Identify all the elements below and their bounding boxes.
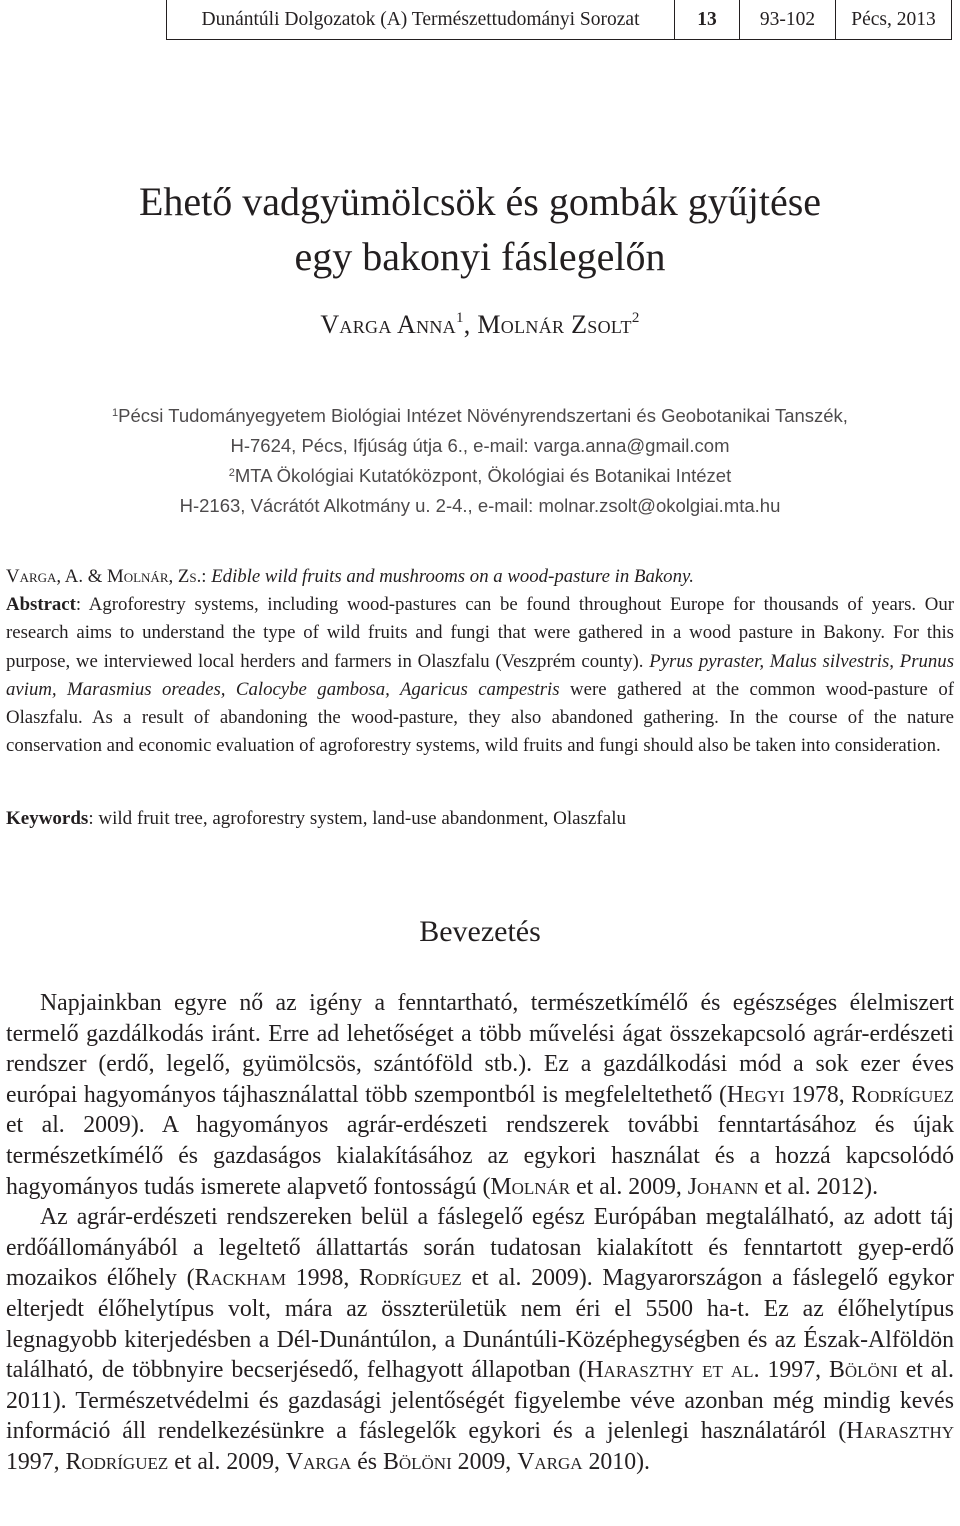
body-text — [6, 988, 954, 1478]
citation-author: Johann — [687, 1173, 759, 1200]
citation-author: Bölöni — [829, 1357, 898, 1384]
p2-text-c: et al. 2009). Magyarországon a fáslegelő egykor elterjedt élőhelytípus volt, mára az összterületük nem éri el 5500 ha-t. Ez az élőhelytípus legnagyobb kiterjedésben a Dél-Dunántúlon, a Dunántúli-Középhegységben és az Észak-Alföldön található, de többnyire becserjésedő, felhagyott állapotban ( — [6, 1265, 954, 1384]
p2-text-g: et al. 2009, — [168, 1448, 286, 1475]
citation-author: Molnár — [490, 1173, 571, 1200]
citation-author: Varga — [517, 1448, 583, 1475]
section-heading: Bevezetés — [419, 915, 541, 948]
keywords-label: Keywords — [6, 808, 89, 829]
author-1-affil-mark: 1 — [455, 310, 464, 326]
abstract-label: Abstract — [6, 594, 76, 616]
species-list: Pyrus pyraster, Malus silvestris, Prunus avium, Marasmius oreades, Calocybe gambosa, Agaricus campestris — [6, 650, 955, 700]
author-2-affil-mark: 2 — [631, 310, 640, 326]
abstract-text-part-1: Agroforestry systems, including wood-pastures can be found throughout Europe for thousands of years. Our research aims to understand the type of wild fruits and fungi that were gathered in a wood pasture in Bakony. For this purpose, we interviewed local herders and farmers in Olaszfalu (Veszprém county). — [6, 594, 954, 672]
paper-title-line-2: egy bakonyi fáslegelőn — [294, 234, 666, 279]
author-separator: , — [463, 310, 478, 339]
citation-title: Edible wild fruits and mushrooms on a wood-pasture in Bakony. — [211, 566, 694, 587]
author-1: Varga Anna — [320, 310, 456, 339]
citation-author: Haraszthy et al. — [586, 1357, 760, 1384]
affiliation-line-4: H-2163, Vácrátót Alkotmány u. 2-4., e-mail: molnar.zsolt@okolgiai.mta.hu — [179, 495, 781, 516]
affiliation-1-text: Pécsi Tudományegyetem Biológiai Intézet Növényrendszertani és Geobotanikai Tanszék, — [118, 405, 848, 426]
keywords-text: : wild fruit tree, agroforestry system, land-use abandonment, Olaszfalu — [88, 808, 626, 829]
body-paragraph-2 — [6, 1202, 954, 1477]
citation-author: Varga — [285, 1448, 352, 1475]
citation-author: Bölöni — [382, 1448, 452, 1475]
author-2: Molnár Zsolt — [477, 310, 632, 339]
journal-header — [166, 0, 952, 40]
citation-line — [6, 563, 954, 591]
citation-author: Hegyi — [726, 1081, 785, 1108]
p2-text-e: et al. 2011). Természetvédelmi és gazdasági jelentőségét figyelembe véve azonban még mindig kevés információ áll rendelkezésünkre a fáslegelők egykori és a jelenlegi használatáról ( — [6, 1357, 954, 1445]
author-list — [0, 310, 960, 340]
citation-author: Rodríguez — [359, 1265, 462, 1292]
p2-text-h: és — [351, 1448, 383, 1475]
citation-author: Rodríguez — [65, 1448, 169, 1475]
body-paragraph-1 — [6, 988, 954, 1202]
p1-text-c: et al. 2009). A hagyományos agrár-erdészeti rendszerek további fenntartásához és újak természetkímélő és gazdaságos kialakításához az egykori használat és a hozzá kapcsolódó hagyományos tudás ismerete alapvető fontosságú ( — [6, 1112, 954, 1200]
p1-text-b: 1978, — [784, 1081, 852, 1108]
p1-text-e: et al. 2012). — [758, 1173, 879, 1200]
citation-author: Rodríguez — [851, 1081, 954, 1108]
affiliation-line-1 — [0, 405, 960, 427]
p2-text-a: Az agrár-erdészeti rendszereken belül a fáslegelő egész Európában megtalálható, az adott táj erdőállományából a legeltető állattartás során tudatosan kialakított és fenntartott gyep-erdő mozaikos élőhely ( — [6, 1204, 954, 1292]
p2-text-d: 1997, — [759, 1357, 830, 1384]
p2-text-f: 1997, — [6, 1448, 66, 1475]
citation-authors: Varga, A. & Molnár, Zs. — [6, 566, 202, 587]
affiliation-2-mark: 2 — [228, 467, 235, 479]
journal-pages: 93-102 — [740, 0, 836, 39]
p2-text-i: 2009, — [451, 1448, 518, 1475]
paper-title-line-1: Ehető vadgyümölcsök és gombák gyűjtése — [138, 179, 822, 224]
abstract-colon: : — [75, 594, 89, 616]
affiliation-1-mark: 1 — [112, 407, 119, 419]
journal-volume: 13 — [675, 0, 740, 39]
keywords-line — [6, 808, 626, 830]
abstract-text-part-2: were gathered at the common wood-pasture of Olaszfalu. As a result of abandoning the wood-pasture, they also abandoned gathering. In the course of the nature conservation and economic evaluation of agroforestry systems, wild fruits and fungi should also be taken into consideration. — [6, 678, 954, 757]
affiliation-line-3 — [0, 465, 960, 487]
abstract-text — [6, 591, 954, 760]
p2-text-b: 1998, — [286, 1265, 360, 1292]
affiliation-line-2: H-7624, Pécs, Ifjúság útja 6., e-mail: varga.anna@gmail.com — [230, 435, 730, 456]
journal-place-year: Pécs, 2013 — [851, 8, 936, 30]
citation-author: Haraszthy — [846, 1418, 954, 1445]
abstract-block — [6, 563, 954, 760]
journal-series: Dunántúli Dolgozatok (A) Természettudományi Sorozat — [167, 0, 675, 39]
affiliation-2-text: MTA Ökológiai Kutatóközpont, Ökológiai és Botanikai Intézet — [234, 465, 732, 486]
p1-text-d: et al. 2009, — [570, 1173, 688, 1200]
p1-text-a: Napjainkban egyre nő az igény a fenntartható, természetkímélő és egészséges élelmiszert termelő gazdálkodás iránt. Erre ad lehetőséget a több művelési ágat összekapcsoló agrár-erdészeti rendszer (erdő, legelő, gyümölcsös, szántóföld stb.). Ez a gazdálkodási mód a sok ezer éves európai hagyományos tájhasználattal több szempontból is megfeleltethető ( — [6, 990, 954, 1108]
citation-author: Rackham — [194, 1265, 287, 1292]
p2-text-j: 2010). — [582, 1448, 650, 1475]
citation-colon: : — [201, 566, 212, 587]
